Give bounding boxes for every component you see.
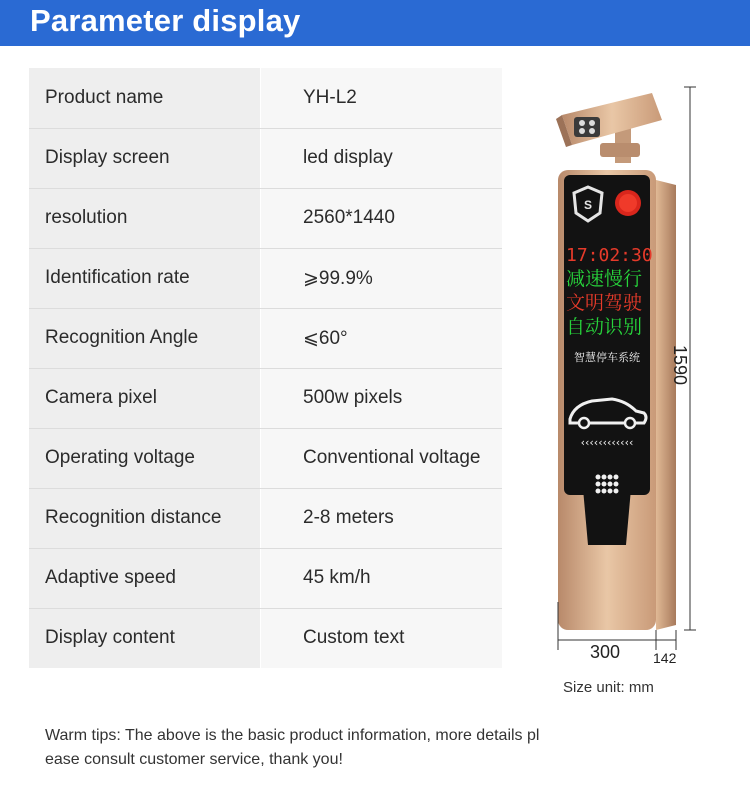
page-title: Parameter display xyxy=(30,3,301,38)
tips-line-2: ease consult customer service, thank you! xyxy=(45,751,343,768)
spec-label: Camera pixel xyxy=(29,368,260,428)
spec-label: Identification rate xyxy=(29,248,260,308)
spec-value: ⩽60° xyxy=(261,308,502,368)
spec-label: resolution xyxy=(29,188,260,248)
spec-label: Display screen xyxy=(29,128,260,188)
led-line2: 文明驾驶 xyxy=(566,292,643,314)
spec-value: ⩾99.9% xyxy=(261,248,502,308)
spec-label: Recognition Angle xyxy=(29,308,260,368)
spec-value: Conventional voltage xyxy=(261,428,502,488)
depth-label: 142 xyxy=(653,650,677,666)
spec-table xyxy=(29,68,502,668)
height-label: 1590 xyxy=(670,345,690,386)
spec-value: led display xyxy=(261,128,502,188)
spec-label: Product name xyxy=(29,68,260,128)
camera-icon xyxy=(556,93,662,163)
size-unit-label: Size unit: mm xyxy=(563,679,654,696)
system-name: 智慧停车系统 xyxy=(574,351,640,364)
spec-value: 2560*1440 xyxy=(261,188,502,248)
svg-text:S: S xyxy=(583,198,593,212)
spec-label: Operating voltage xyxy=(29,428,260,488)
spec-value: Custom text xyxy=(261,608,502,668)
spec-row xyxy=(29,188,502,248)
chevrons-icon xyxy=(581,436,634,449)
led-line1: 减速慢行 xyxy=(566,268,643,290)
spec-row xyxy=(29,128,502,188)
spec-row xyxy=(29,608,502,668)
product-image xyxy=(540,75,750,715)
spec-value: YH-L2 xyxy=(261,68,502,128)
spec-label: Adaptive speed xyxy=(29,548,260,608)
spec-value: 500w pixels xyxy=(261,368,502,428)
spec-row xyxy=(29,548,502,608)
spec-value: 2-8 meters xyxy=(261,488,502,548)
svg-text:‹‹‹‹‹‹‹‹‹‹‹‹: ‹‹‹‹‹‹‹‹‹‹‹‹ xyxy=(580,436,634,449)
led-line3: 自动识别 xyxy=(566,316,643,338)
spec-label: Display content xyxy=(29,608,260,668)
spec-row xyxy=(29,488,502,548)
tips-line-1: Warm tips: The above is the basic product information, more details pl xyxy=(45,727,540,744)
spec-value: 45 km/h xyxy=(261,548,502,608)
width-label: 300 xyxy=(590,642,621,662)
spec-row xyxy=(29,428,502,488)
spec-label: Recognition distance xyxy=(29,488,260,548)
spec-row xyxy=(29,68,502,128)
spec-row xyxy=(29,368,502,428)
led-time: 17:02:30 xyxy=(566,245,653,266)
header-banner xyxy=(0,0,750,46)
red-light-icon xyxy=(615,190,641,216)
spec-row xyxy=(29,248,502,308)
warm-tips xyxy=(45,724,565,772)
spec-row xyxy=(29,308,502,368)
